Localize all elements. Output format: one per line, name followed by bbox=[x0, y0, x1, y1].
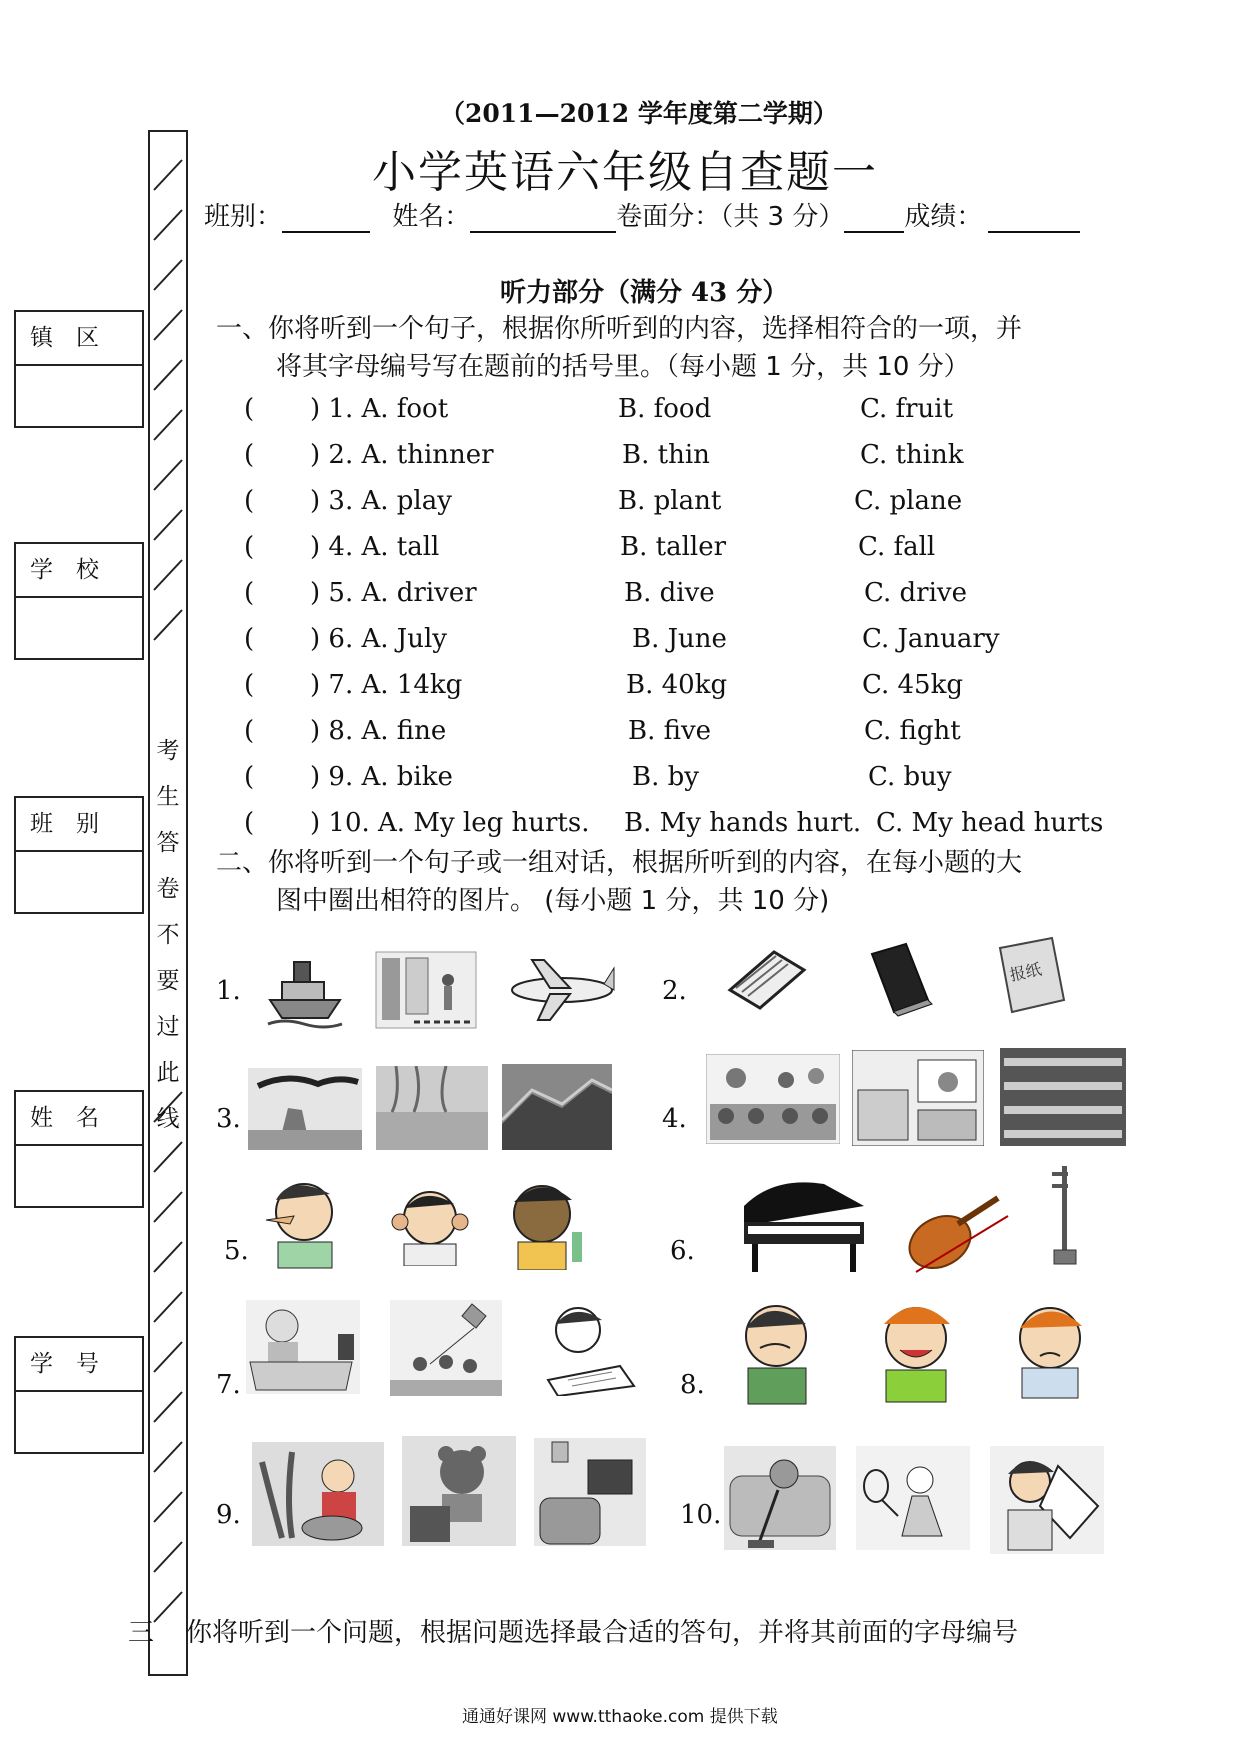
plane-picture[interactable] bbox=[504, 954, 616, 1026]
option-b: B. June bbox=[632, 624, 727, 654]
answer-paren[interactable]: ( bbox=[244, 532, 255, 562]
open-book-picture[interactable] bbox=[724, 946, 810, 1016]
option-b: B. dive bbox=[624, 578, 715, 608]
binding-note: 考 生 答 卷 不 要 过 此 线 bbox=[156, 738, 180, 1132]
boy-happy-picture[interactable] bbox=[862, 1290, 968, 1404]
kids-kite-picture[interactable] bbox=[390, 1300, 502, 1396]
pic-number: 5. bbox=[224, 1236, 249, 1266]
girl-painting-picture[interactable] bbox=[990, 1446, 1104, 1554]
option-c: C. fight bbox=[864, 716, 961, 746]
tv-room-picture[interactable] bbox=[534, 1438, 646, 1546]
option-a: ) 6. A. July bbox=[310, 624, 447, 654]
boy-ears-picture[interactable] bbox=[384, 1178, 476, 1266]
score-label: 成绩： bbox=[904, 202, 983, 232]
name-label: 姓名： bbox=[392, 202, 471, 232]
option-b: B. plant bbox=[618, 486, 722, 516]
class-label: 班别： bbox=[204, 202, 283, 232]
side-box-name[interactable]: 姓 名 bbox=[14, 1090, 144, 1208]
pic-number: 8. bbox=[680, 1370, 705, 1400]
option-b: B. 40kg bbox=[626, 670, 728, 700]
pic-number: 4. bbox=[662, 1104, 687, 1134]
page-title: 小学英语六年级自查题一 bbox=[372, 147, 878, 198]
svg-text:报纸: 报纸 bbox=[1008, 959, 1044, 985]
option-b: B. taller bbox=[620, 532, 727, 562]
option-b: B. thin bbox=[622, 440, 710, 470]
option-c: C. My head hurts bbox=[876, 808, 1104, 838]
neat-score-label: 卷面分：（共 3 分） bbox=[616, 202, 845, 232]
section2-instruction-1: 二、你将听到一个句子或一组对话，根据所听到的内容，在每小题的大 bbox=[216, 848, 1023, 878]
girl-nose-picture[interactable] bbox=[260, 1170, 342, 1270]
boy-tooth-picture[interactable] bbox=[502, 1174, 584, 1270]
pic-number: 2. bbox=[662, 976, 687, 1006]
erhu-picture[interactable] bbox=[1044, 1162, 1086, 1268]
option-c: C. January bbox=[862, 624, 1000, 654]
answer-paren[interactable]: ( bbox=[244, 762, 255, 792]
boy-worried-picture[interactable] bbox=[1008, 1294, 1094, 1400]
side-box-student-id[interactable]: 学 号 bbox=[14, 1336, 144, 1454]
boy-sweeping-picture[interactable] bbox=[724, 1446, 836, 1550]
girl-drawing-picture[interactable] bbox=[246, 1300, 360, 1394]
section3-instruction: 你将听到一个问题，根据问题选择最合适的答句，并将其前面的字母编号 bbox=[186, 1618, 1019, 1648]
girl-writing-picture[interactable] bbox=[528, 1296, 640, 1396]
great-wall-picture[interactable] bbox=[502, 1064, 612, 1150]
bear-cooking-picture[interactable] bbox=[402, 1436, 516, 1546]
section1-instruction-1: 一、你将听到一个句子，根据你所听到的内容，选择相符合的一项，并 bbox=[216, 314, 1023, 344]
section2-instruction-2: 图中圈出相符的图片。 (每小题 1 分，共 10 分) bbox=[276, 886, 830, 916]
answer-paren[interactable]: ( bbox=[244, 578, 255, 608]
street-picture[interactable] bbox=[374, 950, 478, 1030]
shoe-shop-picture[interactable] bbox=[1000, 1048, 1126, 1146]
book-picture[interactable] bbox=[862, 940, 934, 1018]
class-blank[interactable] bbox=[282, 203, 370, 233]
fruit-shop-picture[interactable] bbox=[706, 1054, 840, 1144]
girl-watering-picture[interactable] bbox=[252, 1442, 384, 1546]
option-a: ) 2. A. thinner bbox=[310, 440, 494, 470]
option-b: B. five bbox=[628, 716, 712, 746]
answer-paren[interactable]: ( bbox=[244, 486, 255, 516]
statue-picture[interactable] bbox=[248, 1068, 362, 1150]
answer-paren[interactable]: ( bbox=[244, 808, 255, 838]
term-line: （2011—2012 学年度第二学期） bbox=[440, 99, 838, 128]
violin-picture[interactable] bbox=[898, 1184, 1012, 1278]
pic-number: 3. bbox=[216, 1104, 241, 1134]
pic-number: 1. bbox=[216, 976, 241, 1006]
side-box-district[interactable]: 镇 区 bbox=[14, 310, 144, 428]
option-a: ) 9. A. bike bbox=[310, 762, 453, 792]
student-info-row bbox=[204, 196, 1080, 233]
girl-crying-picture[interactable] bbox=[720, 1292, 834, 1406]
newspaper-picture[interactable] bbox=[994, 934, 1068, 1016]
answer-paren[interactable]: ( bbox=[244, 716, 255, 746]
pet-shop-picture[interactable] bbox=[852, 1050, 984, 1146]
score-blank[interactable] bbox=[988, 203, 1080, 233]
option-b: B. My hands hurt. bbox=[624, 808, 862, 838]
side-box-school[interactable]: 学 校 bbox=[14, 542, 144, 660]
option-a: ) 3. A. play bbox=[310, 486, 452, 516]
option-c: C. plane bbox=[854, 486, 963, 516]
footer-credit: 通通好课网 www.tthaoke.com 提供下载 bbox=[462, 1707, 778, 1727]
option-a: ) 4. A. tall bbox=[310, 532, 440, 562]
section1-instruction-2: 将其字母编号写在题前的括号里。（每小题 1 分，共 10 分） bbox=[276, 352, 970, 382]
answer-paren[interactable]: ( bbox=[244, 394, 255, 424]
pic-number: 6. bbox=[670, 1236, 695, 1266]
lake-picture[interactable] bbox=[376, 1066, 488, 1150]
neat-score-blank[interactable] bbox=[844, 203, 904, 233]
section3-number: 三 bbox=[128, 1618, 155, 1648]
pic-number: 9. bbox=[216, 1500, 241, 1530]
option-a: ) 10. A. My leg hurts. bbox=[310, 808, 590, 838]
ship-picture[interactable] bbox=[264, 944, 346, 1032]
option-c: C. fruit bbox=[860, 394, 954, 424]
option-c: C. buy bbox=[868, 762, 952, 792]
option-c: C. fall bbox=[858, 532, 936, 562]
piano-picture[interactable] bbox=[734, 1166, 868, 1274]
pic-number: 7. bbox=[216, 1370, 241, 1400]
option-c: C. think bbox=[860, 440, 964, 470]
option-a: ) 5. A. driver bbox=[310, 578, 477, 608]
option-c: C. 45kg bbox=[862, 670, 963, 700]
side-box-class[interactable]: 班 别 bbox=[14, 796, 144, 914]
option-a: ) 1. A. foot bbox=[310, 394, 449, 424]
answer-paren[interactable]: ( bbox=[244, 624, 255, 654]
pic-number: 10. bbox=[680, 1500, 722, 1530]
girl-badminton-picture[interactable] bbox=[856, 1446, 970, 1550]
option-b: B. by bbox=[632, 762, 699, 792]
option-a: ) 7. A. 14kg bbox=[310, 670, 463, 700]
answer-paren[interactable]: ( bbox=[244, 670, 255, 700]
option-b: B. food bbox=[618, 394, 712, 424]
name-blank[interactable] bbox=[470, 203, 616, 233]
section-title: 听力部分（满分 43 分） bbox=[500, 278, 789, 308]
answer-paren[interactable]: ( bbox=[244, 440, 255, 470]
option-a: ) 8. A. fine bbox=[310, 716, 447, 746]
option-c: C. drive bbox=[864, 578, 967, 608]
